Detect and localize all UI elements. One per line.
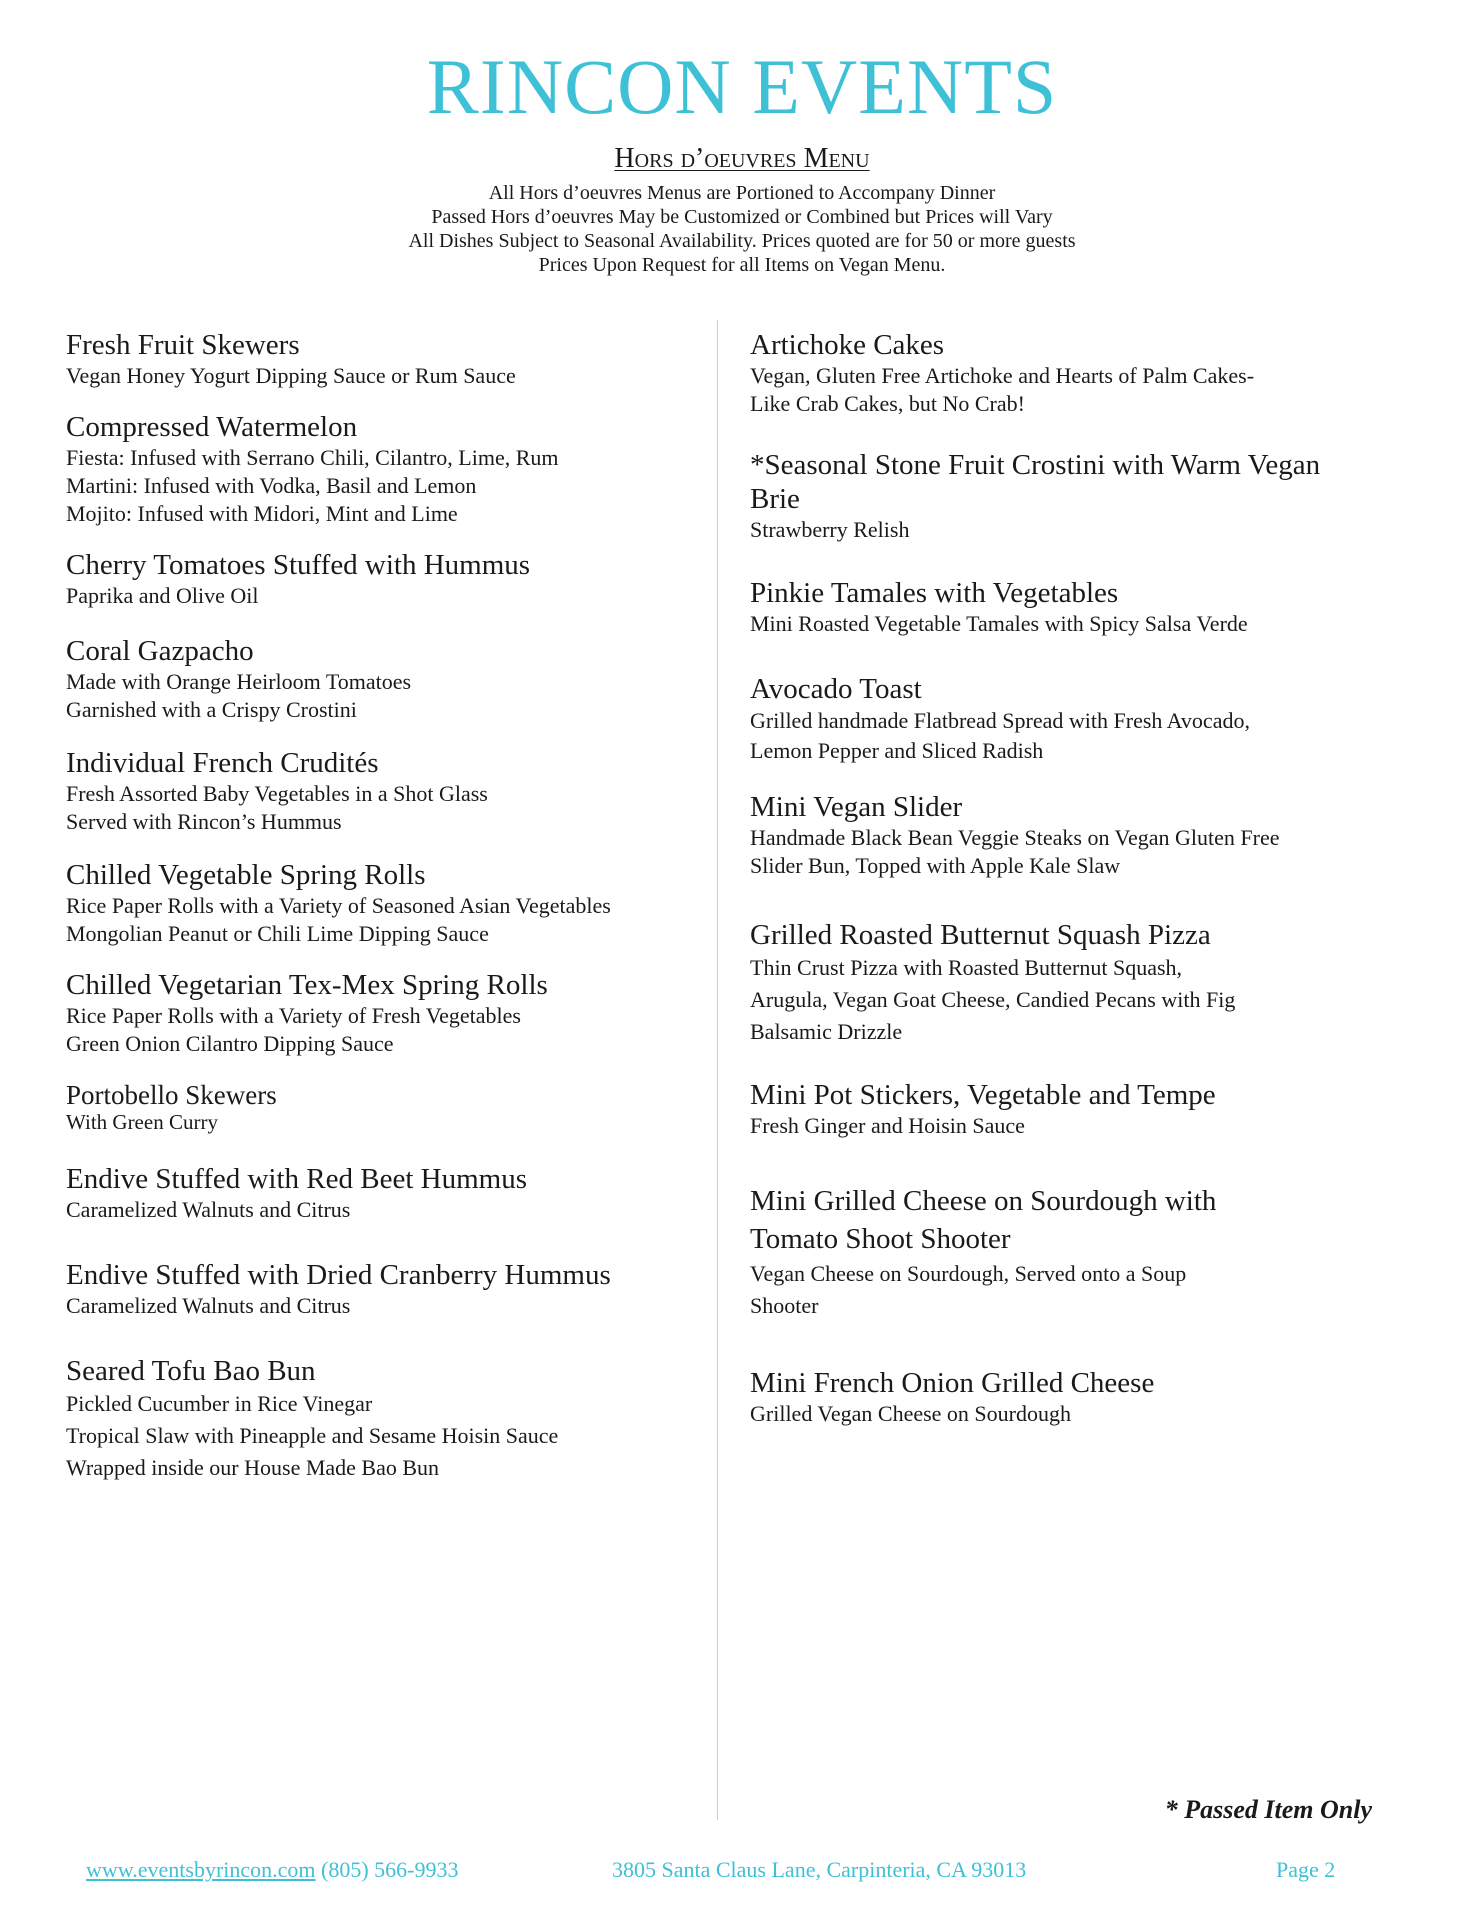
menu-item-title: Grilled Roasted Butternut Squash Pizza xyxy=(750,919,1211,951)
menu-item-title: Mini Vegan Slider xyxy=(750,791,963,823)
passed-item-note: * Passed Item Only xyxy=(1164,1795,1372,1824)
menu-item-desc: Thin Crust Pizza with Roasted Butternut Squash, xyxy=(750,955,1183,980)
menu-item xyxy=(66,968,696,1058)
menu-item-desc: Martini: Infused with Vodka, Basil and Lemon xyxy=(66,473,477,498)
menu-item-desc: Caramelized Walnuts and Citrus xyxy=(66,1197,351,1222)
menu-item-title: Endive Stuffed with Red Beet Hummus xyxy=(66,1163,527,1195)
menu-item-desc: Rice Paper Rolls with a Variety of Seasoned Asian Vegetables xyxy=(66,893,611,918)
menu-item-title: Coral Gazpacho xyxy=(66,635,254,667)
menu-item xyxy=(750,576,1390,638)
menu-item-desc: Vegan Cheese on Sourdough, Served onto a Soup xyxy=(750,1261,1187,1286)
menu-item-desc: Balsamic Drizzle xyxy=(750,1019,903,1044)
menu-item-title: *Seasonal Stone Fruit Crostini with Warm Vegan Brie xyxy=(750,449,1321,515)
menu-item xyxy=(750,1182,1290,1322)
menu-item-desc: Shooter xyxy=(750,1293,819,1318)
menu-item-desc: Fresh Assorted Baby Vegetables in a Shot Glass xyxy=(66,781,488,806)
menu-item-desc: Vegan, Gluten Free Artichoke and Hearts of Palm Cakes- xyxy=(750,363,1255,388)
menu-item-desc: Made with Orange Heirloom Tomatoes xyxy=(66,669,412,694)
menu-item xyxy=(750,672,1390,766)
left-menu-column xyxy=(66,328,696,1484)
menu-title xyxy=(0,144,1484,175)
menu-item-title: Pinkie Tamales with Vegetables xyxy=(750,577,1119,609)
menu-item xyxy=(750,328,1390,418)
menu-item-desc: Paprika and Olive Oil xyxy=(66,583,259,608)
menu-item-title: Mini Pot Stickers, Vegetable and Tempe xyxy=(750,1079,1216,1111)
menu-item xyxy=(66,858,646,948)
menu-item-desc: Wrapped inside our House Made Bao Bun xyxy=(66,1455,440,1480)
menu-item xyxy=(66,328,696,390)
menu-item-desc: Grilled handmade Flatbread Spread with Fresh Avocado, xyxy=(750,708,1250,733)
menu-item-title: Fresh Fruit Skewers xyxy=(66,329,300,361)
menu-title-initial: H xyxy=(614,143,635,174)
menu-item-desc: Tropical Slaw with Pineapple and Sesame Hoisin Sauce xyxy=(66,1423,559,1448)
phone-number: (805) 566-9933 xyxy=(321,1857,459,1882)
menu-item-desc: Served with Rincon’s Hummus xyxy=(66,809,342,834)
menu-item-title: Avocado Toast xyxy=(750,673,922,705)
menu-item-desc: Fiesta: Infused with Serrano Chili, Cilantro, Lime, Rum xyxy=(66,445,559,470)
website-link[interactable]: www.eventsbyrincon.com xyxy=(86,1857,316,1882)
menu-note: Passed Hors d’oeuvres May be Customized or Combined but Prices will Vary xyxy=(431,206,1053,228)
menu-item xyxy=(750,918,1390,1048)
menu-item-desc: Arugula, Vegan Goat Cheese, Candied Pecans with Fig xyxy=(750,987,1236,1012)
menu-item-desc: Mojito: Infused with Midori, Mint and Lime xyxy=(66,501,458,526)
footer-contact xyxy=(86,1857,459,1883)
menu-item xyxy=(66,746,696,836)
menu-item-desc: Slider Bun, Topped with Apple Kale Slaw xyxy=(750,853,1121,878)
menu-item-title: Compressed Watermelon xyxy=(66,411,358,443)
menu-item xyxy=(750,790,1390,880)
menu-item-desc: Lemon Pepper and Sliced Radish xyxy=(750,738,1044,763)
menu-item xyxy=(750,448,1350,544)
menu-item-desc: Pickled Cucumber in Rice Vinegar xyxy=(66,1391,373,1416)
menu-item-title: Portobello Skewers xyxy=(66,1080,277,1110)
menu-item-desc: Garnished with a Crispy Crostini xyxy=(66,697,357,722)
menu-item-title: Individual French Crudités xyxy=(66,747,379,779)
menu-item-desc: Fresh Ginger and Hoisin Sauce xyxy=(750,1113,1025,1138)
menu-item-title: Mini Grilled Cheese on Sourdough with Tomato Shoot Shooter xyxy=(750,1185,1217,1255)
right-menu-column xyxy=(750,328,1390,1428)
menu-item xyxy=(66,1080,696,1134)
menu-item xyxy=(750,1078,1390,1140)
menu-item xyxy=(66,1258,696,1320)
menu-item-title: Mini French Onion Grilled Cheese xyxy=(750,1367,1155,1399)
menu-item-desc: Vegan Honey Yogurt Dipping Sauce or Rum Sauce xyxy=(66,363,516,388)
menu-item-desc: With Green Curry xyxy=(66,1110,218,1134)
menu-item xyxy=(66,548,696,610)
menu-item-desc: Mini Roasted Vegetable Tamales with Spicy Salsa Verde xyxy=(750,611,1248,636)
menu-notes xyxy=(0,181,1484,277)
menu-item-desc: Strawberry Relish xyxy=(750,517,910,542)
menu-title-rest-2: enu xyxy=(828,143,870,174)
column-divider xyxy=(717,320,718,1820)
menu-item-desc: Rice Paper Rolls with a Variety of Fresh Vegetables xyxy=(66,1003,521,1028)
menu-item xyxy=(66,1354,696,1484)
menu-item-title: Seared Tofu Bao Bun xyxy=(66,1355,316,1387)
menu-note: Prices Upon Request for all Items on Vegan Menu. xyxy=(538,254,946,276)
menu-item-desc: Handmade Black Bean Veggie Steaks on Vegan Gluten Free xyxy=(750,825,1280,850)
page-number: Page 2 xyxy=(1276,1857,1336,1882)
menu-title-initial-2: M xyxy=(796,143,829,174)
menu-item-desc: Like Crab Cakes, but No Crab! xyxy=(750,391,1025,416)
footer-address: 3805 Santa Claus Lane, Carpinteria, CA 93013 xyxy=(612,1857,1027,1882)
menu-item-title: Chilled Vegetarian Tex-Mex Spring Rolls xyxy=(66,969,548,1001)
menu-item-desc: Grilled Vegan Cheese on Sourdough xyxy=(750,1401,1071,1426)
menu-item-title: Endive Stuffed with Dried Cranberry Hummus xyxy=(66,1259,611,1291)
menu-item xyxy=(66,1162,696,1224)
menu-item xyxy=(750,1366,1390,1428)
menu-note: All Hors d’oeuvres Menus are Portioned to Accompany Dinner xyxy=(488,182,996,204)
menu-note: All Dishes Subject to Seasonal Availability. Prices quoted are for 50 or more guests xyxy=(408,230,1076,252)
menu-item-title: Artichoke Cakes xyxy=(750,329,945,361)
menu-item-desc: Caramelized Walnuts and Citrus xyxy=(66,1293,351,1318)
menu-item-desc: Mongolian Peanut or Chili Lime Dipping Sauce xyxy=(66,921,489,946)
menu-item xyxy=(66,634,696,724)
menu-title-rest: ors d’oeuvres xyxy=(634,143,797,174)
menu-item xyxy=(66,410,696,528)
menu-item-title: Chilled Vegetable Spring Rolls xyxy=(66,859,426,891)
brand-title: RINCON EVENTS xyxy=(426,43,1058,130)
menu-item-title: Cherry Tomatoes Stuffed with Hummus xyxy=(66,549,531,581)
menu-item-desc: Green Onion Cilantro Dipping Sauce xyxy=(66,1031,394,1056)
